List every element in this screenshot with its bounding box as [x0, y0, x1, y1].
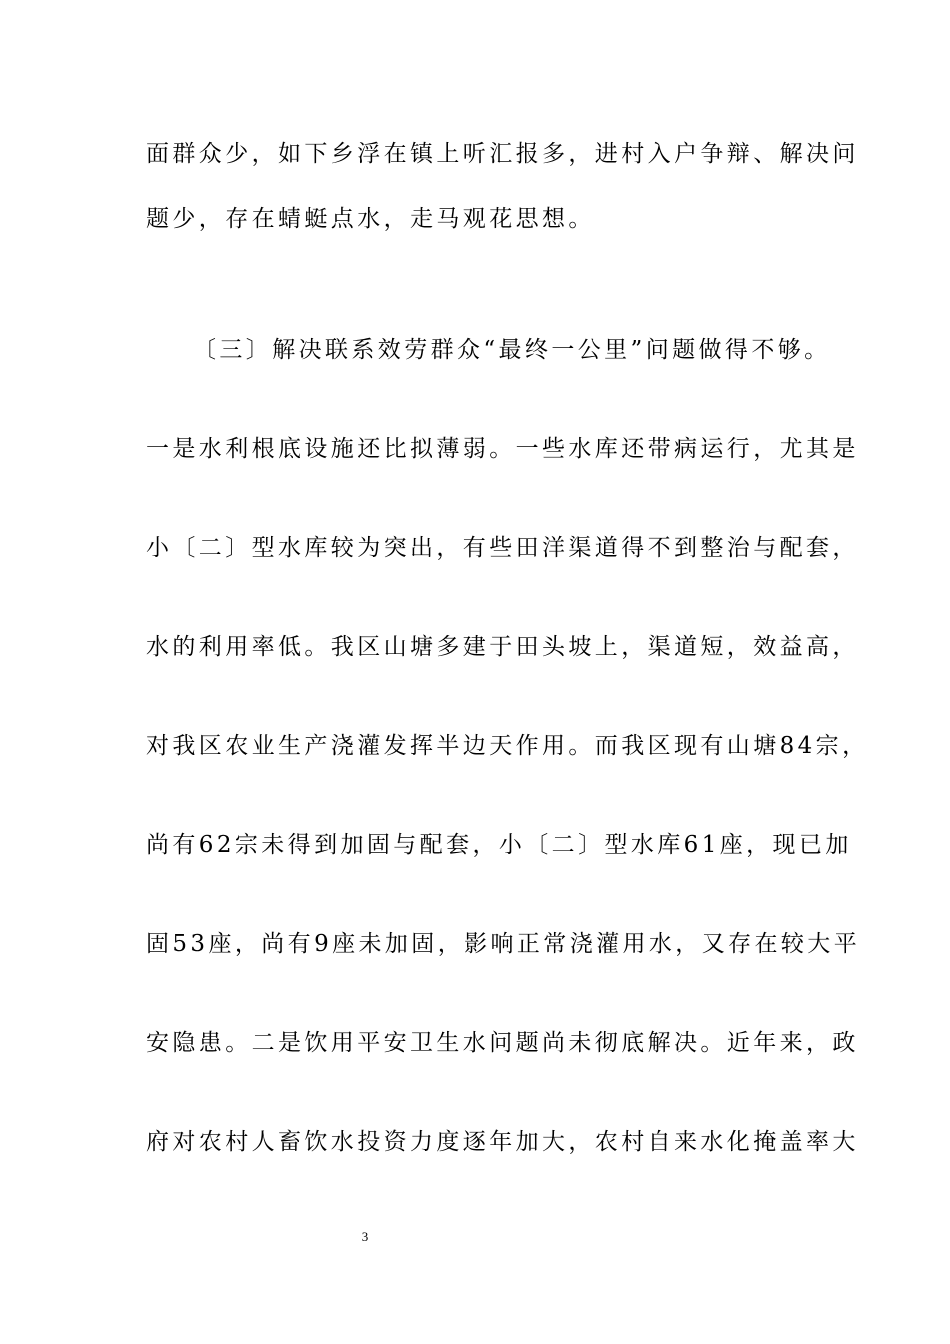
paragraph-line: 对我区农业生产浇灌发挥半边天作用。而我区现有山塘84宗， [146, 733, 869, 759]
section-heading-line: 〔三〕解决联系效劳群众“最终一公里”问题做得不够。 [193, 337, 831, 363]
paragraph-line: 安隐患。二是饮用平安卫生水问题尚未彻底解决。近年来，政 [146, 1030, 859, 1056]
paragraph-line: 面群众少，如下乡浮在镇上听汇报多，进村入户争辩、解决问 [146, 141, 859, 167]
paragraph-line: 水的利用率低。我区山塘多建于田头坡上，渠道短，效益高， [146, 634, 859, 660]
paragraph-line: 府对农村人畜饮水投资力度逐年加大，农村自来水化掩盖率大 [146, 1129, 859, 1155]
paragraph-line: 题少，存在蜻蜓点水，走马观花思想。 [146, 206, 595, 232]
page-number: 3 [361, 1229, 369, 1244]
paragraph-line: 尚有62宗未得到加固与配套，小〔二〕型水库61座，现已加 [146, 832, 852, 858]
paragraph-line: 一是水利根底设施还比拟薄弱。一些水库还带病运行，尤其是 [146, 436, 859, 462]
paragraph-line: 小〔二〕型水库较为突出，有些田洋渠道得不到整治与配套， [146, 535, 859, 561]
paragraph-line: 固53座，尚有9座未加固，影响正常浇灌用水，又存在较大平 [146, 931, 861, 957]
